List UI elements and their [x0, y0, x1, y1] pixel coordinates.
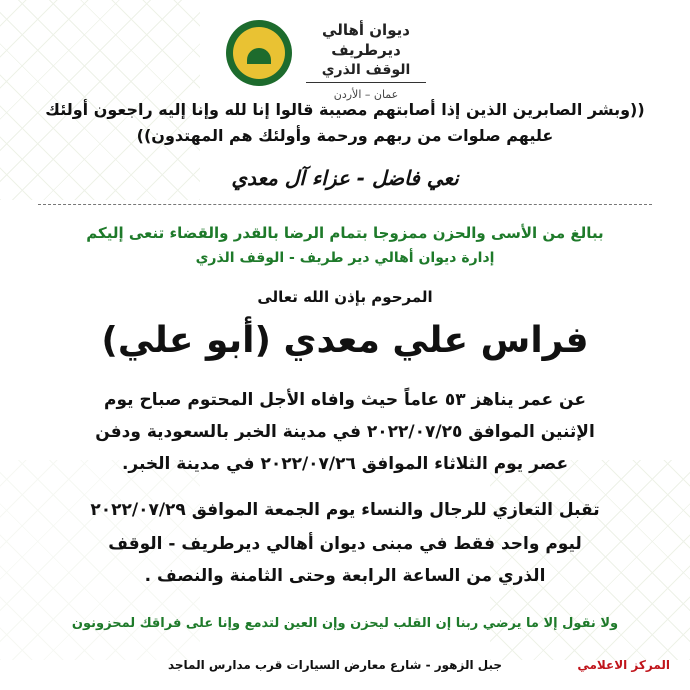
media-center-label: المركز الاعلامي — [577, 658, 670, 672]
details-line-3: عصر يوم الثلاثاء الموافق ٢٠٢٢/٠٧/٢٦ في مدينة الخبر. — [121, 454, 569, 474]
organization-name: ديوان أهالي ديرطريف — [322, 21, 410, 59]
details-line-1: عن عمر يناهز ٥٣ عاماً حيث وافاه الأجل المحتوم صباح يوم — [104, 390, 586, 410]
condolence-line-3: الذري من الساعة الرابعة وحتى الثامنة والنصف . — [144, 566, 546, 586]
closing-prayer: ولا نقول إلا ما يرضي ربنا إن القلب ليحزن وإن العين لتدمع وإنا على فراقك لمحزونون — [71, 616, 619, 631]
announcement-line-2: إدارة ديوان أهالي دير طريف - الوقف الذري — [195, 250, 495, 266]
details-line-2: الإثنين الموافق ٢٠٢٢/٠٧/٢٥ في مدينة الخبر بالسعودية ودفن — [95, 422, 595, 442]
deceased-name: فراس علي معدي (أبو علي) — [101, 320, 589, 361]
condolence-line-1: تقبل التعازي للرجال والنساء يوم الجمعة الموافق ٢٠٢٢/٠٧/٢٩ — [90, 500, 600, 520]
waqf-label: الوقف الذري — [321, 62, 411, 78]
obituary-title: نعي فاضل - عزاء آل معدي — [231, 166, 459, 190]
city-label: عمان – الأردن — [333, 88, 399, 101]
quran-verse-line-2: عليهم صلوات من ربهم ورحمة وأولئك هم المهتدون)) — [136, 126, 554, 145]
condolence-line-2: ليوم واحد فقط في مبنى ديوان أهالي ديرطريف - الوقف — [108, 534, 582, 554]
header-divider — [306, 82, 426, 83]
organization-block — [296, 20, 436, 103]
divider — [38, 204, 652, 205]
intro-text: المرحوم بإذن الله تعالى — [257, 288, 433, 306]
header — [0, 0, 690, 100]
address-label: جبل الزهور - شارع معارض السيارات قرب مدارس الماجد — [167, 658, 502, 672]
footer — [0, 650, 690, 690]
quran-verse-line-1: ((وبشر الصابرين الذين إذا أصابتهم مصيبة قالوا إنا لله وإنا إليه راجعون أولئك — [45, 100, 645, 119]
waqf-emblem-icon — [226, 20, 292, 86]
announcement-line-1: ببالغ من الأسى والحزن ممزوجا بتمام الرضا بالقدر والقضاء تنعى إليكم — [86, 224, 604, 242]
